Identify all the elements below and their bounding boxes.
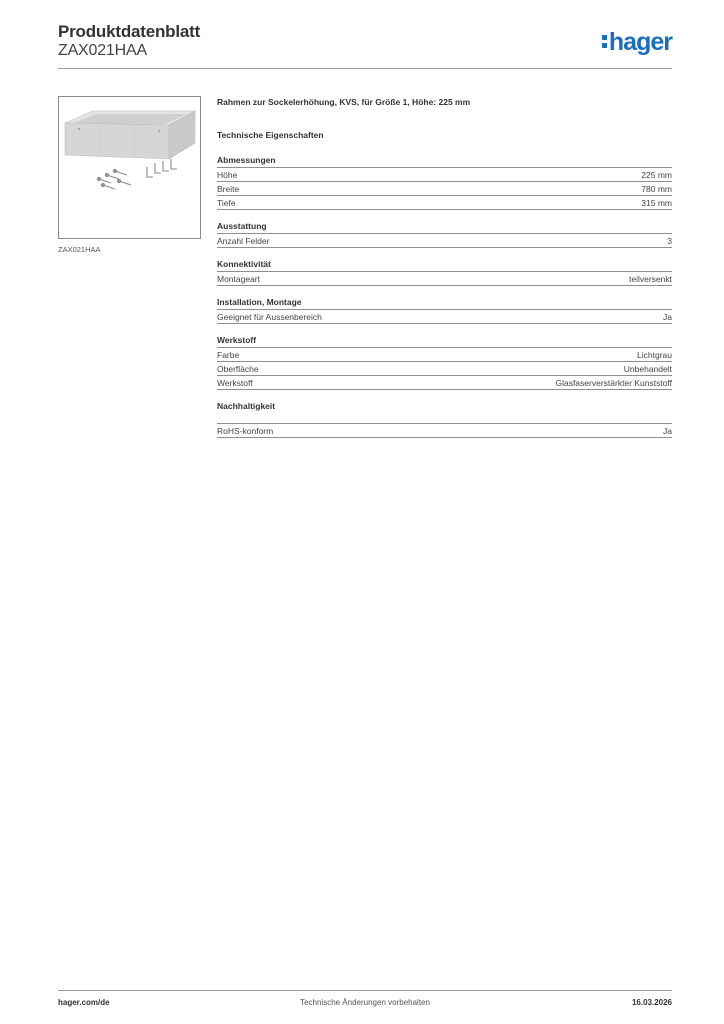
section-title: Installation, Montage bbox=[217, 297, 672, 310]
document-title: Produktdatenblatt bbox=[58, 22, 201, 41]
table-row bbox=[217, 424, 672, 438]
section-dimensions bbox=[217, 155, 672, 210]
row-label: RoHS-konform bbox=[217, 426, 274, 436]
section-material bbox=[217, 335, 672, 390]
enclosure-frame-illustration bbox=[59, 97, 200, 238]
section-title: Abmessungen bbox=[217, 155, 672, 168]
row-label: Breite bbox=[217, 184, 240, 194]
technical-properties-heading: Technische Eigenschaften bbox=[217, 130, 324, 140]
product-image bbox=[58, 96, 201, 239]
row-value: Ja bbox=[663, 312, 672, 322]
row-value: Glasfaserverstärkter Kunststoff bbox=[555, 378, 672, 388]
row-value: 225 mm bbox=[641, 170, 672, 180]
page-footer bbox=[58, 998, 672, 1010]
row-label: Tiefe bbox=[217, 198, 236, 208]
section-sustainability bbox=[217, 401, 672, 438]
logo-text: hager bbox=[608, 28, 672, 56]
row-value: 315 mm bbox=[641, 198, 672, 208]
table-row bbox=[217, 376, 672, 390]
row-value: 780 mm bbox=[641, 184, 672, 194]
footer-website-link[interactable]: hager.com/de bbox=[58, 998, 110, 1007]
row-value: 3 bbox=[667, 236, 672, 246]
row-label: Montageart bbox=[217, 274, 260, 284]
row-label: Werkstoff bbox=[217, 378, 253, 388]
table-row bbox=[217, 310, 672, 324]
page-header bbox=[58, 22, 672, 68]
image-caption: ZAX021HAA bbox=[58, 245, 101, 254]
product-details bbox=[217, 96, 672, 438]
row-label: Oberfläche bbox=[217, 364, 259, 374]
table-row bbox=[217, 196, 672, 210]
row-label: Anzahl Felder bbox=[217, 236, 270, 246]
row-value: teilversenkt bbox=[629, 274, 672, 284]
section-equipment bbox=[217, 221, 672, 248]
footer-divider bbox=[58, 990, 672, 991]
row-label: Höhe bbox=[217, 170, 238, 180]
row-label: Geeignet für Aussenbereich bbox=[217, 312, 322, 322]
row-label: Farbe bbox=[217, 350, 240, 360]
section-connectivity bbox=[217, 259, 672, 286]
section-title: Werkstoff bbox=[217, 335, 672, 348]
product-description: Rahmen zur Sockelerhöhung, KVS, für Größe 1, Höhe: 225 mm bbox=[217, 97, 471, 107]
table-row bbox=[217, 348, 672, 362]
hager-logo bbox=[602, 28, 672, 57]
table-row bbox=[217, 234, 672, 248]
table-row bbox=[217, 182, 672, 196]
row-value: Lichtgrau bbox=[637, 350, 672, 360]
section-installation bbox=[217, 297, 672, 324]
header-divider bbox=[58, 68, 672, 69]
footer-notice: Technische Änderungen vorbehalten bbox=[300, 998, 430, 1007]
section-title: Konnektivität bbox=[217, 259, 672, 272]
table-row bbox=[217, 272, 672, 286]
logo-dots-icon bbox=[602, 35, 608, 49]
footer-date: 16.03.2026 bbox=[631, 998, 672, 1007]
product-code: ZAX021HAA bbox=[58, 42, 147, 59]
table-row bbox=[217, 168, 672, 182]
row-value: Unbehandelt bbox=[623, 364, 672, 374]
row-value: Ja bbox=[663, 426, 672, 436]
section-title: Nachhaltigkeit bbox=[217, 401, 672, 424]
section-title: Ausstattung bbox=[217, 221, 672, 234]
table-row bbox=[217, 362, 672, 376]
